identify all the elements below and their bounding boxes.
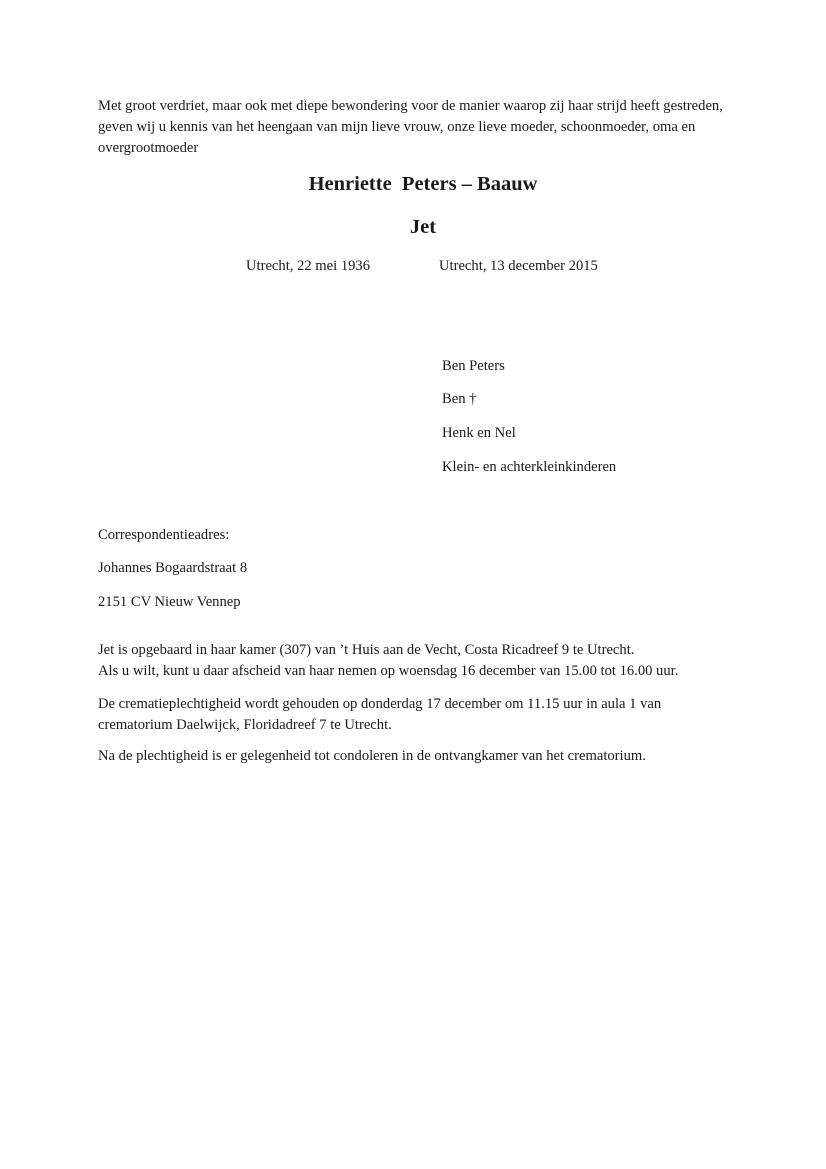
ceremony-paragraph <box>98 694 661 736</box>
death-date: Utrecht, 13 december 2015 <box>439 258 598 274</box>
deceased-nickname: Jet <box>409 216 437 238</box>
deceased-full-name: Henriette Peters – Baauw <box>308 173 538 195</box>
family-member: Ben Peters <box>442 358 505 374</box>
paragraph-line: De crematieplechtigheid wordt gehouden op donderdag 17 december om 11.15 uur in aula 1 van <box>98 696 662 712</box>
birth-date: Utrecht, 22 mei 1936 <box>246 258 371 274</box>
intro-line: geven wij u kennis van het heengaan van mijn lieve vrouw, onze lieve moeder, schoonmoeder, oma en <box>98 119 696 135</box>
correspondence-label: Correspondentieadres: <box>98 527 230 543</box>
correspondence-city: 2151 CV Nieuw Vennep <box>98 594 241 610</box>
intro-line: Met groot verdriet, maar ook met diepe bewondering voor de manier waarop zij haar strijd heeft gestreden, <box>98 98 723 114</box>
paragraph-line: Als u wilt, kunt u daar afscheid van haar nemen op woensdag 16 december van 15.00 tot 16.00 uur. <box>98 663 679 679</box>
paragraph-line: Na de plechtigheid is er gelegenheid tot condoleren in de ontvangkamer van het crematorium. <box>98 748 646 764</box>
correspondence-street: Johannes Bogaardstraat 8 <box>98 560 248 576</box>
family-member: Klein- en achterkleinkinderen <box>442 459 617 475</box>
paragraph-line: crematorium Daelwijck, Floridadreef 7 te Utrecht. <box>98 717 392 733</box>
family-member: Henk en Nel <box>442 425 516 441</box>
condolence-paragraph <box>98 746 646 767</box>
paragraph-line: Jet is opgebaard in haar kamer (307) van ’t Huis aan de Vecht, Costa Ricadreef 9 te Utrecht. <box>98 642 635 658</box>
viewing-paragraph <box>98 640 678 682</box>
intro-line: overgrootmoeder <box>98 140 199 156</box>
family-member: Ben † <box>442 391 477 407</box>
intro-paragraph <box>98 96 723 159</box>
